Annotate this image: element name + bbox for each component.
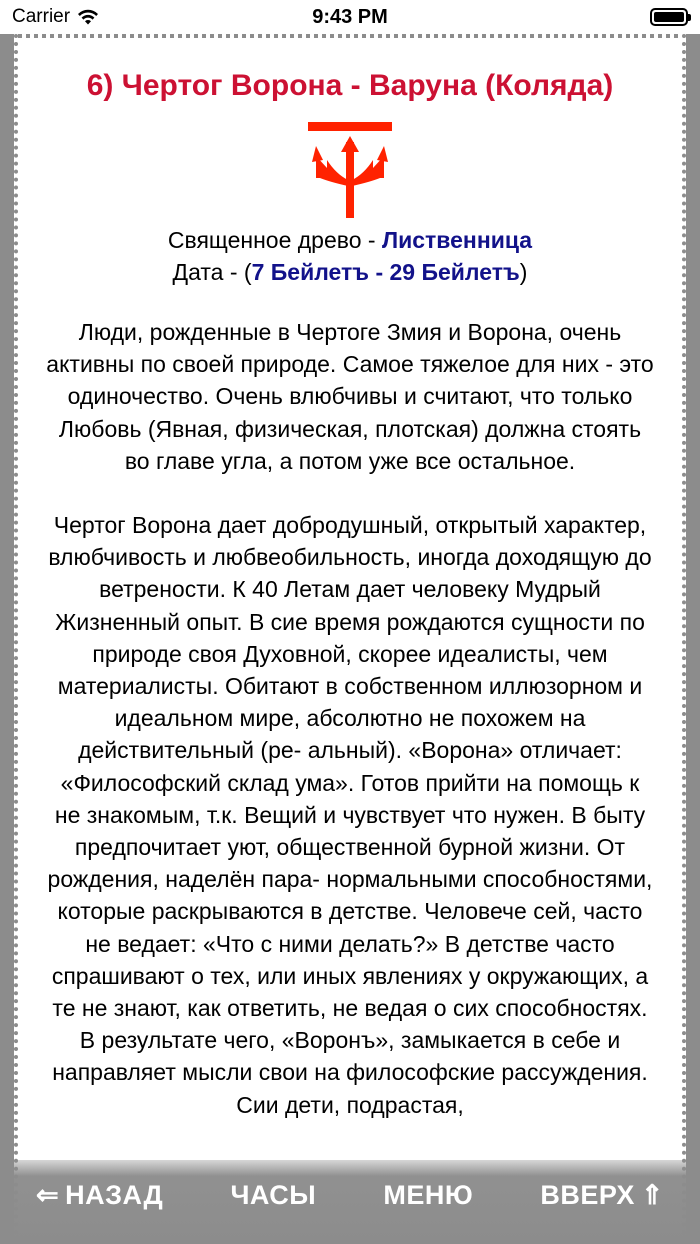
date-line <box>42 256 658 288</box>
paragraph-1: Люди, рожденные в Чертоге Змия и Ворона, очень активны по своей природе. Самое тяжелое для них - это одиночество. Очень влюбчивы и считают, что только Любовь (Явная, физическая, плотская) должна стоять во главе угла, а потом уже все остальное. <box>46 319 654 474</box>
status-left <box>12 6 100 28</box>
date-close: ) <box>519 259 528 285</box>
sacred-tree-value: Лиственница <box>381 227 533 253</box>
bottom-nav <box>0 1160 700 1244</box>
carrier-label: Carrier <box>12 6 71 27</box>
article <box>18 34 682 1121</box>
back-label: НАЗАД <box>65 1180 164 1210</box>
status-time: 9:43 PM <box>312 5 388 28</box>
article-meta <box>42 224 658 288</box>
menu-label: МЕНЮ <box>383 1180 474 1210</box>
date-value: 7 Бейлетъ - 29 Бейлетъ <box>251 259 520 285</box>
back-arrow-icon: ⇐ <box>36 1180 60 1210</box>
battery-icon <box>650 8 688 26</box>
menu-button[interactable] <box>383 1180 473 1211</box>
status-bar <box>0 0 700 34</box>
page-title: 6) Чертог Ворона - Варуна (Коляда) <box>86 69 614 102</box>
wifi-icon <box>76 8 100 26</box>
clock-button[interactable] <box>230 1180 316 1211</box>
content-frame[interactable] <box>14 34 686 1244</box>
trident-icon <box>308 122 392 218</box>
up-button[interactable] <box>540 1180 664 1211</box>
sacred-tree-line <box>42 224 658 256</box>
date-label: Дата - ( <box>172 259 252 285</box>
back-button[interactable] <box>36 1180 163 1211</box>
sacred-tree-label: Священное древо - <box>167 227 382 253</box>
up-label: ВВЕРХ <box>540 1180 635 1210</box>
paragraph-2: Чертог Ворона дает добродушный, открытый характер, влюбчивость и любвеобильность, иногда доходящую до ветрености. К 40 Летам дает человеку Мудрый Жизненный опыт. В сие время рождаются сущности по природе своя Духовной, скорее идеалисты, чем материалисты. Обитают в собственном иллюзорном и идеальном мире, абсолютно не похожем на действительный (ре- альный). «Ворона» отличает: «Философский склад ума». Готов прийти на помощь к не знакомым, т.к. Вещий и чувствует что нужен. В быту предпочитает уют, общественной бурной жизни. От рождения, наделён пара- нормальными способностями, которые раскрываются в детстве. Человече сей, часто не ведает: «Что с ними делать?» В детстве часто спрашивают о тех, или иных явлениях у окружающих, а те не знают, как ответить, не ведая о сих способностях. В результате чего, «Воронъ», замыкается в себе и направляет мысли свои на философские рассуждения. Сии дети, подрастая, <box>47 512 653 1118</box>
clock-label: ЧАСЫ <box>230 1180 317 1210</box>
up-arrow-icon: ⇑ <box>640 1180 664 1210</box>
